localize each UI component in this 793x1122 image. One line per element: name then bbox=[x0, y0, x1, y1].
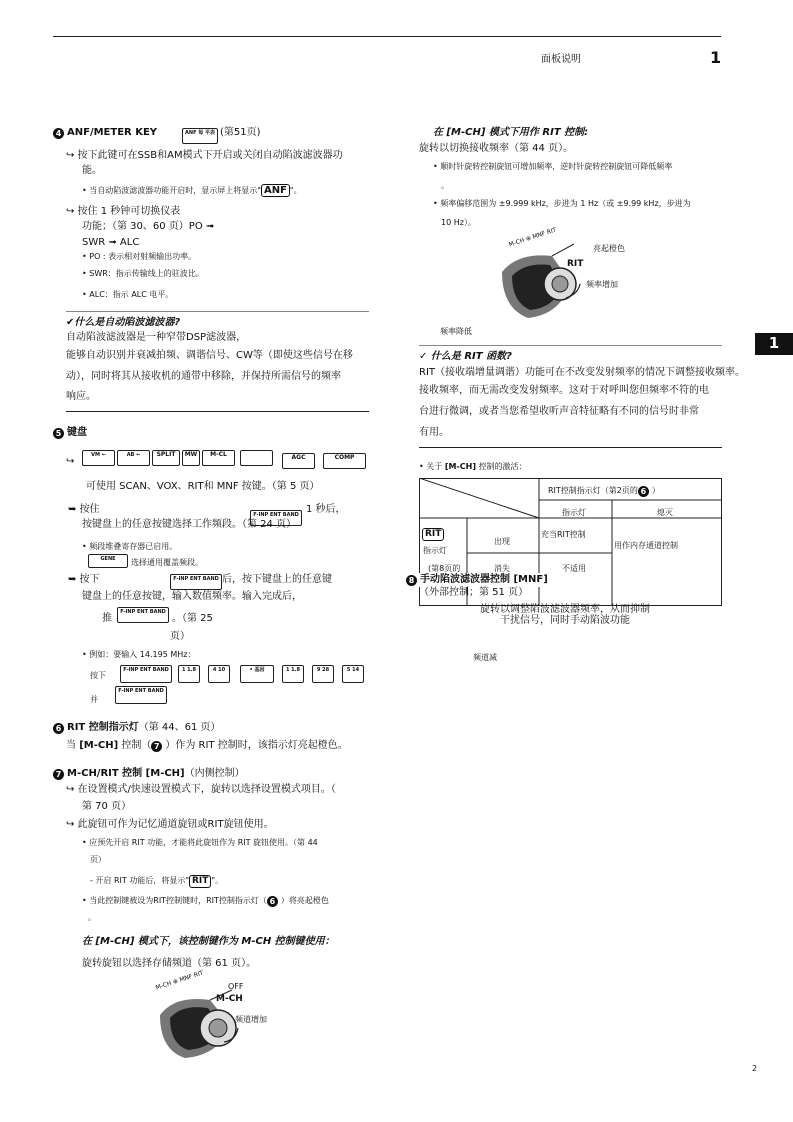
example-key-1b[interactable]: 1 1.8 bbox=[282, 665, 304, 683]
key-finp-push[interactable]: F-INP ENT BAND bbox=[117, 607, 169, 623]
key-comp[interactable]: COMP bbox=[323, 453, 366, 469]
anf-para-4: 响应。 bbox=[66, 391, 96, 402]
rit-row-indicator: RIT bbox=[422, 528, 444, 541]
activation-appear: 出现 bbox=[494, 537, 510, 546]
top-rule bbox=[53, 36, 721, 37]
activation-rit-control: 充当RIT控制 bbox=[541, 530, 586, 539]
rit-mode-bullet-2: • 频率偏移范围为 ±9.999 kHz，步进为 1 Hz（或 ±9.99 kHz，步进为 bbox=[433, 199, 691, 208]
rit-knob-increase: 频率增加 bbox=[586, 280, 618, 289]
key-split[interactable]: SPLIT bbox=[152, 450, 180, 466]
key-vm[interactable]: VM ← bbox=[82, 450, 115, 466]
anf-para-2: 能够自动识别并衰减拍频、调谐信号、CW等（即使这些信号在移 bbox=[66, 350, 353, 361]
keypad-use: 可使用 SCAN、VOX、RIT和 MNF 按键。（第 5 页） bbox=[86, 481, 320, 492]
anf-page-ref: (第51页) bbox=[220, 127, 261, 138]
rit-knob-illustration bbox=[490, 232, 610, 322]
rit-para-4: 有用。 bbox=[419, 427, 449, 438]
chapter-number: 1 bbox=[710, 48, 722, 67]
mnf-text-1: 旋转以调整陷波滤波器频率，从而抑制 bbox=[480, 604, 650, 615]
anf-text-5: SWR ➟ ALC bbox=[82, 237, 140, 248]
anf-text-4: 功能；（第 30、60 页）PO ➟ bbox=[82, 221, 215, 232]
rit-knob-name: RIT bbox=[567, 259, 584, 269]
item-number-6-icon: 6 bbox=[53, 723, 64, 734]
keypad-example-and: 并 bbox=[90, 695, 98, 704]
mch-bullet-3: • 当此控制键被设为RIT控制键时，RIT控制指示灯（ 6 ）将亮起橙色 bbox=[82, 896, 329, 906]
keypad-push-ref-2: 页） bbox=[170, 631, 190, 642]
item-number-4-icon: 4 bbox=[53, 128, 64, 139]
rit-mode-bullet-2b: 10 Hz）。 bbox=[441, 218, 476, 227]
anf-text-1: ↪ 按下此键可在SSB和AM模式下开启或关闭自动陷波滤波器功 bbox=[66, 150, 343, 161]
example-key-dot[interactable]: • 基因 bbox=[240, 665, 274, 683]
keypad-hold-3: 按键盘上的任意按键选择工作频段。（第 24 页） bbox=[82, 519, 297, 530]
page-header-title: 面板说明 bbox=[541, 54, 581, 65]
mch-heading: 7 M-CH/RIT 控制 [M-CH]（内侧控制） bbox=[53, 767, 245, 781]
mch-knob-increase: 频道增加 bbox=[235, 1015, 267, 1024]
item-number-7-icon: 7 bbox=[151, 741, 162, 752]
mch-text-1: ↪ 在设置模式/快速设置模式下，旋转以选择设置模式项目。（ bbox=[66, 784, 336, 795]
activation-title: • 关于 [M-CH] 控制的激活： bbox=[419, 462, 527, 471]
mch-bullet-1: • 应预先开启 RIT 功能，才能将此旋钮作为 RIT 旋钮使用。（第 44 bbox=[82, 838, 318, 847]
mch-bullet-3c: 。 bbox=[88, 913, 96, 922]
mch-subtext: 旋转旋钮以选择存储频道（第 61 页）。 bbox=[82, 958, 257, 969]
keypad-push: 推 bbox=[102, 613, 112, 624]
meter-swr: • SWR：指示传输线上的驻波比。 bbox=[82, 269, 204, 278]
rit-knob-orange: 亮起橙色 bbox=[593, 244, 625, 253]
mch-knob-arc-label: M-CH ⊕ MNF RIT bbox=[154, 969, 205, 992]
mch-subheading: 在 [M-CH] 模式下，该控制键作为 M-CH 控制键使用： bbox=[82, 936, 335, 947]
mnf-heading: 8 手动陷波滤波器控制 [MNF] bbox=[406, 573, 548, 587]
anf-meter-key[interactable]: ANF 每 平表 bbox=[182, 128, 218, 144]
rit-knob-decrease: 频率降低 bbox=[440, 327, 472, 336]
example-key-9[interactable]: 9 28 bbox=[312, 665, 334, 683]
key-mcl[interactable]: M-CL bbox=[202, 450, 235, 466]
key-agc[interactable]: AGC bbox=[282, 453, 315, 469]
rit-knob-arc-label: M-CH ⊕ MNF RIT bbox=[507, 226, 558, 249]
keypad-arrow: ↪ bbox=[66, 456, 75, 467]
anf-para-3: 动），同时将其从接收机的通带中移除，并保持所需信号的频率 bbox=[66, 371, 341, 382]
rit-mode-text: 旋转以切换接收频率（第 44 页）。 bbox=[419, 143, 574, 154]
meter-alc: • ALC：指示 ALC 电平。 bbox=[82, 290, 174, 299]
example-key-5[interactable]: 5 14 bbox=[342, 665, 364, 683]
key-mw[interactable]: MW bbox=[182, 450, 200, 466]
anf-question: ✔什么是自动陷波滤波器? bbox=[66, 317, 181, 328]
activation-row-label bbox=[422, 528, 444, 541]
anf-box-top-rule bbox=[66, 311, 369, 312]
anf-bullet-display: • 当自动陷波滤波器功能开启时，显示屏上将显示" ANF "。 bbox=[82, 185, 302, 196]
anf-box-bottom-rule bbox=[66, 411, 369, 412]
anf-para-1: 自动陷波滤波器是一种窄带DSP滤波器， bbox=[66, 332, 247, 343]
key-gene[interactable]: GENE bbox=[88, 554, 128, 568]
mch-bullet-2: - 开启 RIT 功能后，将显示" RIT "。 bbox=[90, 876, 224, 886]
activation-disappear-ref: (第8页的 bbox=[428, 564, 461, 573]
keypad-gene-text: 选择通用覆盖频段。 bbox=[131, 558, 203, 567]
keypad-hold-2: 1 秒后， bbox=[306, 504, 346, 515]
mnf-decrease: 频道减 bbox=[473, 653, 497, 662]
activation-col-off: 熄灭 bbox=[657, 508, 673, 517]
mnf-ref: （外部控制；第 51 页） bbox=[419, 587, 529, 598]
keypad-hold: ➥ 按住 bbox=[68, 504, 100, 515]
activation-memory-control: 用作内存通道控制 bbox=[614, 541, 678, 550]
activation-not-applicable: 不适用 bbox=[562, 564, 586, 573]
rit-para-3: 台进行微调，或者当您希望收听声音特征略有不同的信号时非常 bbox=[419, 406, 699, 417]
anf-text-3: ↪ 按住 1 秒钟可切换仪表 bbox=[66, 206, 181, 217]
item-number-5-icon: 5 bbox=[53, 428, 64, 439]
item-number-8-icon: 8 bbox=[406, 575, 417, 586]
rit-mode-bullet-1: • 顺时针旋转控制旋钮可增加频率，逆时针旋转控制旋钮可降低频率 bbox=[433, 162, 673, 171]
keypad-press-2: 后，按下键盘上的任意键 bbox=[222, 574, 332, 585]
anf-heading: 4 ANF/METER KEY bbox=[53, 126, 157, 140]
key-ab[interactable]: AB ← bbox=[117, 450, 150, 466]
activation-disappear: 消失 bbox=[494, 564, 510, 573]
mch-text-3: ↪ 此旋钮可作为记忆通道旋钮或RIT旋钮使用。 bbox=[66, 819, 274, 830]
activation-col-header: RIT控制指示灯（第2页的 6 ） bbox=[548, 486, 660, 496]
mch-bullet-1b: 页） bbox=[90, 855, 106, 864]
activation-row-sub: 指示灯 bbox=[423, 546, 447, 555]
rit-indicator-heading: 6 RIT 控制指示灯（第 44、61 页） bbox=[53, 721, 221, 735]
chapter-side-tab: 1 bbox=[755, 333, 793, 355]
key-blank[interactable] bbox=[240, 450, 273, 466]
rit-para-2: 接收频率，而无需改变发射频率。这对于对呼叫您但频率不符的电 bbox=[419, 385, 709, 396]
example-key-finp[interactable]: F-INP ENT BAND bbox=[120, 665, 172, 683]
keypad-heading: 5 键盘 bbox=[53, 426, 87, 440]
item-number-6b-icon: 6 bbox=[267, 896, 278, 907]
rit-question: ✓ 什么是 RIT 函数? bbox=[419, 351, 512, 362]
keypad-example: • 例如：要输入 14.195 MHz： bbox=[82, 650, 196, 659]
mch-text-2: 第 70 页） bbox=[82, 801, 132, 812]
rit-mode-bullet-1b: 。 bbox=[441, 181, 449, 190]
keypad-press: ➥ 按下 bbox=[68, 574, 100, 585]
key-finp-hold[interactable]: F-INP ENT BAND bbox=[250, 510, 302, 526]
mch-knob-name: M-CH bbox=[216, 994, 243, 1004]
keypad-push-ref: 。（第 25 bbox=[172, 613, 213, 624]
key-finp-press[interactable]: F-INP ENT BAND bbox=[170, 574, 222, 590]
anf-display-indicator: ANF bbox=[261, 184, 290, 197]
example-key-finp-last[interactable]: F-INP ENT BAND bbox=[115, 686, 167, 704]
meter-po: • PO : 表示相对射频输出功率。 bbox=[82, 252, 197, 261]
item-number-6c-icon: 6 bbox=[638, 486, 649, 497]
rit-box-top-rule bbox=[419, 345, 722, 346]
rit-indicator-text: 当 [M-CH] 控制（ 7 ）作为 RIT 控制时，该指示灯亮起橙色。 bbox=[66, 740, 348, 751]
mnf-text-2: 干扰信号，同时手动陷波功能 bbox=[500, 615, 630, 626]
rit-display-indicator: RIT bbox=[189, 875, 211, 888]
keypad-band-stack: • 频段堆叠寄存器已启用。 bbox=[82, 542, 178, 551]
activation-col-on: 指示灯 bbox=[562, 508, 586, 517]
rit-box-bottom-rule bbox=[419, 447, 722, 448]
mch-knob-off: OFF bbox=[228, 982, 244, 991]
item-number-7b-icon: 7 bbox=[53, 769, 64, 780]
rit-mode-heading: 在 [M-CH] 模式下用作 RIT 控制: bbox=[433, 127, 589, 138]
example-key-1[interactable]: 1 1.8 bbox=[178, 665, 200, 683]
keypad-press-3: 键盘上的任意按键，输入数值频率。输入完成后， bbox=[82, 591, 302, 602]
example-key-4[interactable]: 4 10 bbox=[208, 665, 230, 683]
keypad-example-press: 按下 bbox=[90, 671, 106, 680]
rit-para-1: RIT（接收端增量调谐）功能可在不改变发射频率的情况下调整接收频率。 bbox=[419, 367, 746, 378]
page-number: 2 bbox=[752, 1064, 758, 1073]
anf-text-2: 能。 bbox=[82, 165, 102, 176]
